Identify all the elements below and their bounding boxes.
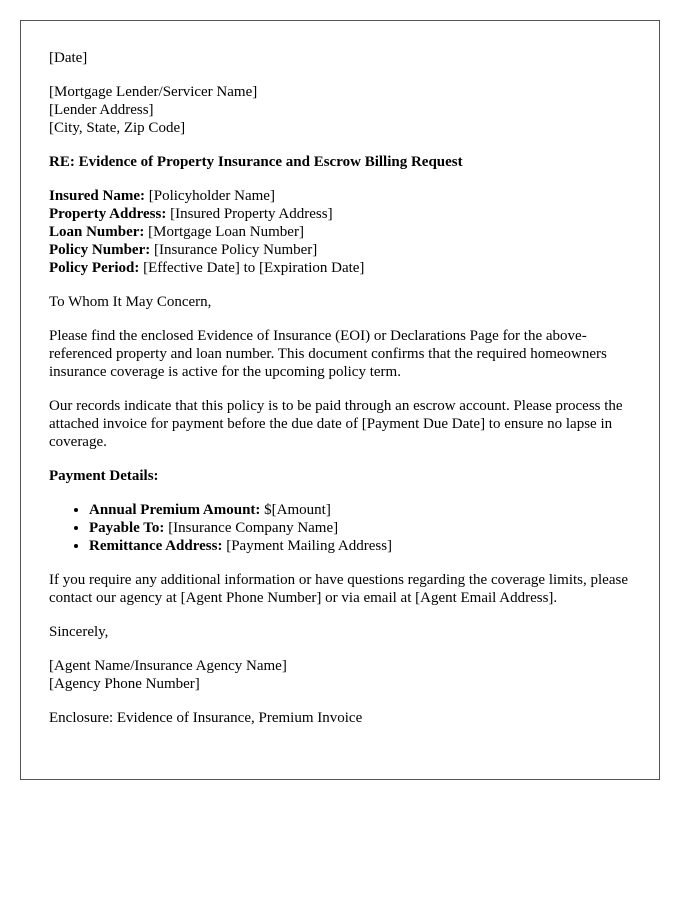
payment-item: [89, 519, 631, 537]
payment-value: [Payment Mailing Address]: [222, 538, 393, 554]
body-paragraph: Our records indicate that this policy is to be paid through an escrow account. Please process the attached invoice for payment before the due date of [Payment Due Date] to ensure no lapse in coverage.: [49, 398, 623, 450]
detail-property-address: [49, 205, 631, 223]
body-paragraph: Please find the enclosed Evidence of Insurance (EOI) or Declarations Page for the above-referenced property and loan number. This document confirms that the required homeowners insurance coverage is active for the upcoming policy term.: [49, 328, 607, 380]
signature-name: [Agent Name/Insurance Agency Name]: [49, 658, 287, 674]
detail-value: [Insured Property Address]: [166, 206, 333, 222]
enclosure-line: Enclosure: Evidence of Insurance, Premium Invoice: [49, 710, 363, 726]
recipient-name: [Mortgage Lender/Servicer Name]: [49, 84, 258, 100]
letter-date: [Date]: [49, 50, 88, 66]
detail-label: Policy Number:: [49, 242, 151, 258]
detail-label: Policy Period:: [49, 260, 140, 276]
signature-block: [49, 657, 631, 693]
detail-label: Insured Name:: [49, 188, 145, 204]
subject-line: RE: Evidence of Property Insurance and Escrow Billing Request: [49, 154, 463, 170]
payment-item: [89, 501, 631, 519]
detail-value: [Policyholder Name]: [144, 188, 275, 204]
detail-insured-name: [49, 187, 631, 205]
detail-policy-number: [49, 241, 631, 259]
payment-list: [49, 501, 631, 555]
detail-label: Loan Number:: [49, 224, 145, 240]
detail-value: [Mortgage Loan Number]: [144, 224, 304, 240]
salutation: To Whom It May Concern,: [49, 294, 212, 310]
detail-value: [Effective Date] to [Expiration Date]: [139, 260, 365, 276]
payment-label: Payable To:: [89, 520, 165, 536]
recipient-city-state-zip: [City, State, Zip Code]: [49, 120, 186, 136]
sign-off: Sincerely,: [49, 624, 109, 640]
payment-value: [Insurance Company Name]: [164, 520, 339, 536]
recipient-address: [Lender Address]: [49, 102, 154, 118]
payment-label: Annual Premium Amount:: [89, 502, 261, 518]
payment-heading: Payment Details:: [49, 468, 159, 484]
detail-policy-period: [49, 259, 631, 277]
detail-loan-number: [49, 223, 631, 241]
payment-value: $[Amount]: [260, 502, 331, 518]
recipient-block: [49, 83, 631, 137]
payment-label: Remittance Address:: [89, 538, 223, 554]
letter-page: [20, 20, 660, 780]
signature-phone: [Agency Phone Number]: [49, 676, 200, 692]
detail-label: Property Address:: [49, 206, 167, 222]
detail-value: [Insurance Policy Number]: [150, 242, 318, 258]
policy-details: [49, 187, 631, 277]
payment-item: [89, 537, 631, 555]
closing-paragraph: If you require any additional information or have questions regarding the coverage limits, please contact our agency at [Agent Phone Number] or via email at [Agent Email Address].: [49, 572, 628, 606]
